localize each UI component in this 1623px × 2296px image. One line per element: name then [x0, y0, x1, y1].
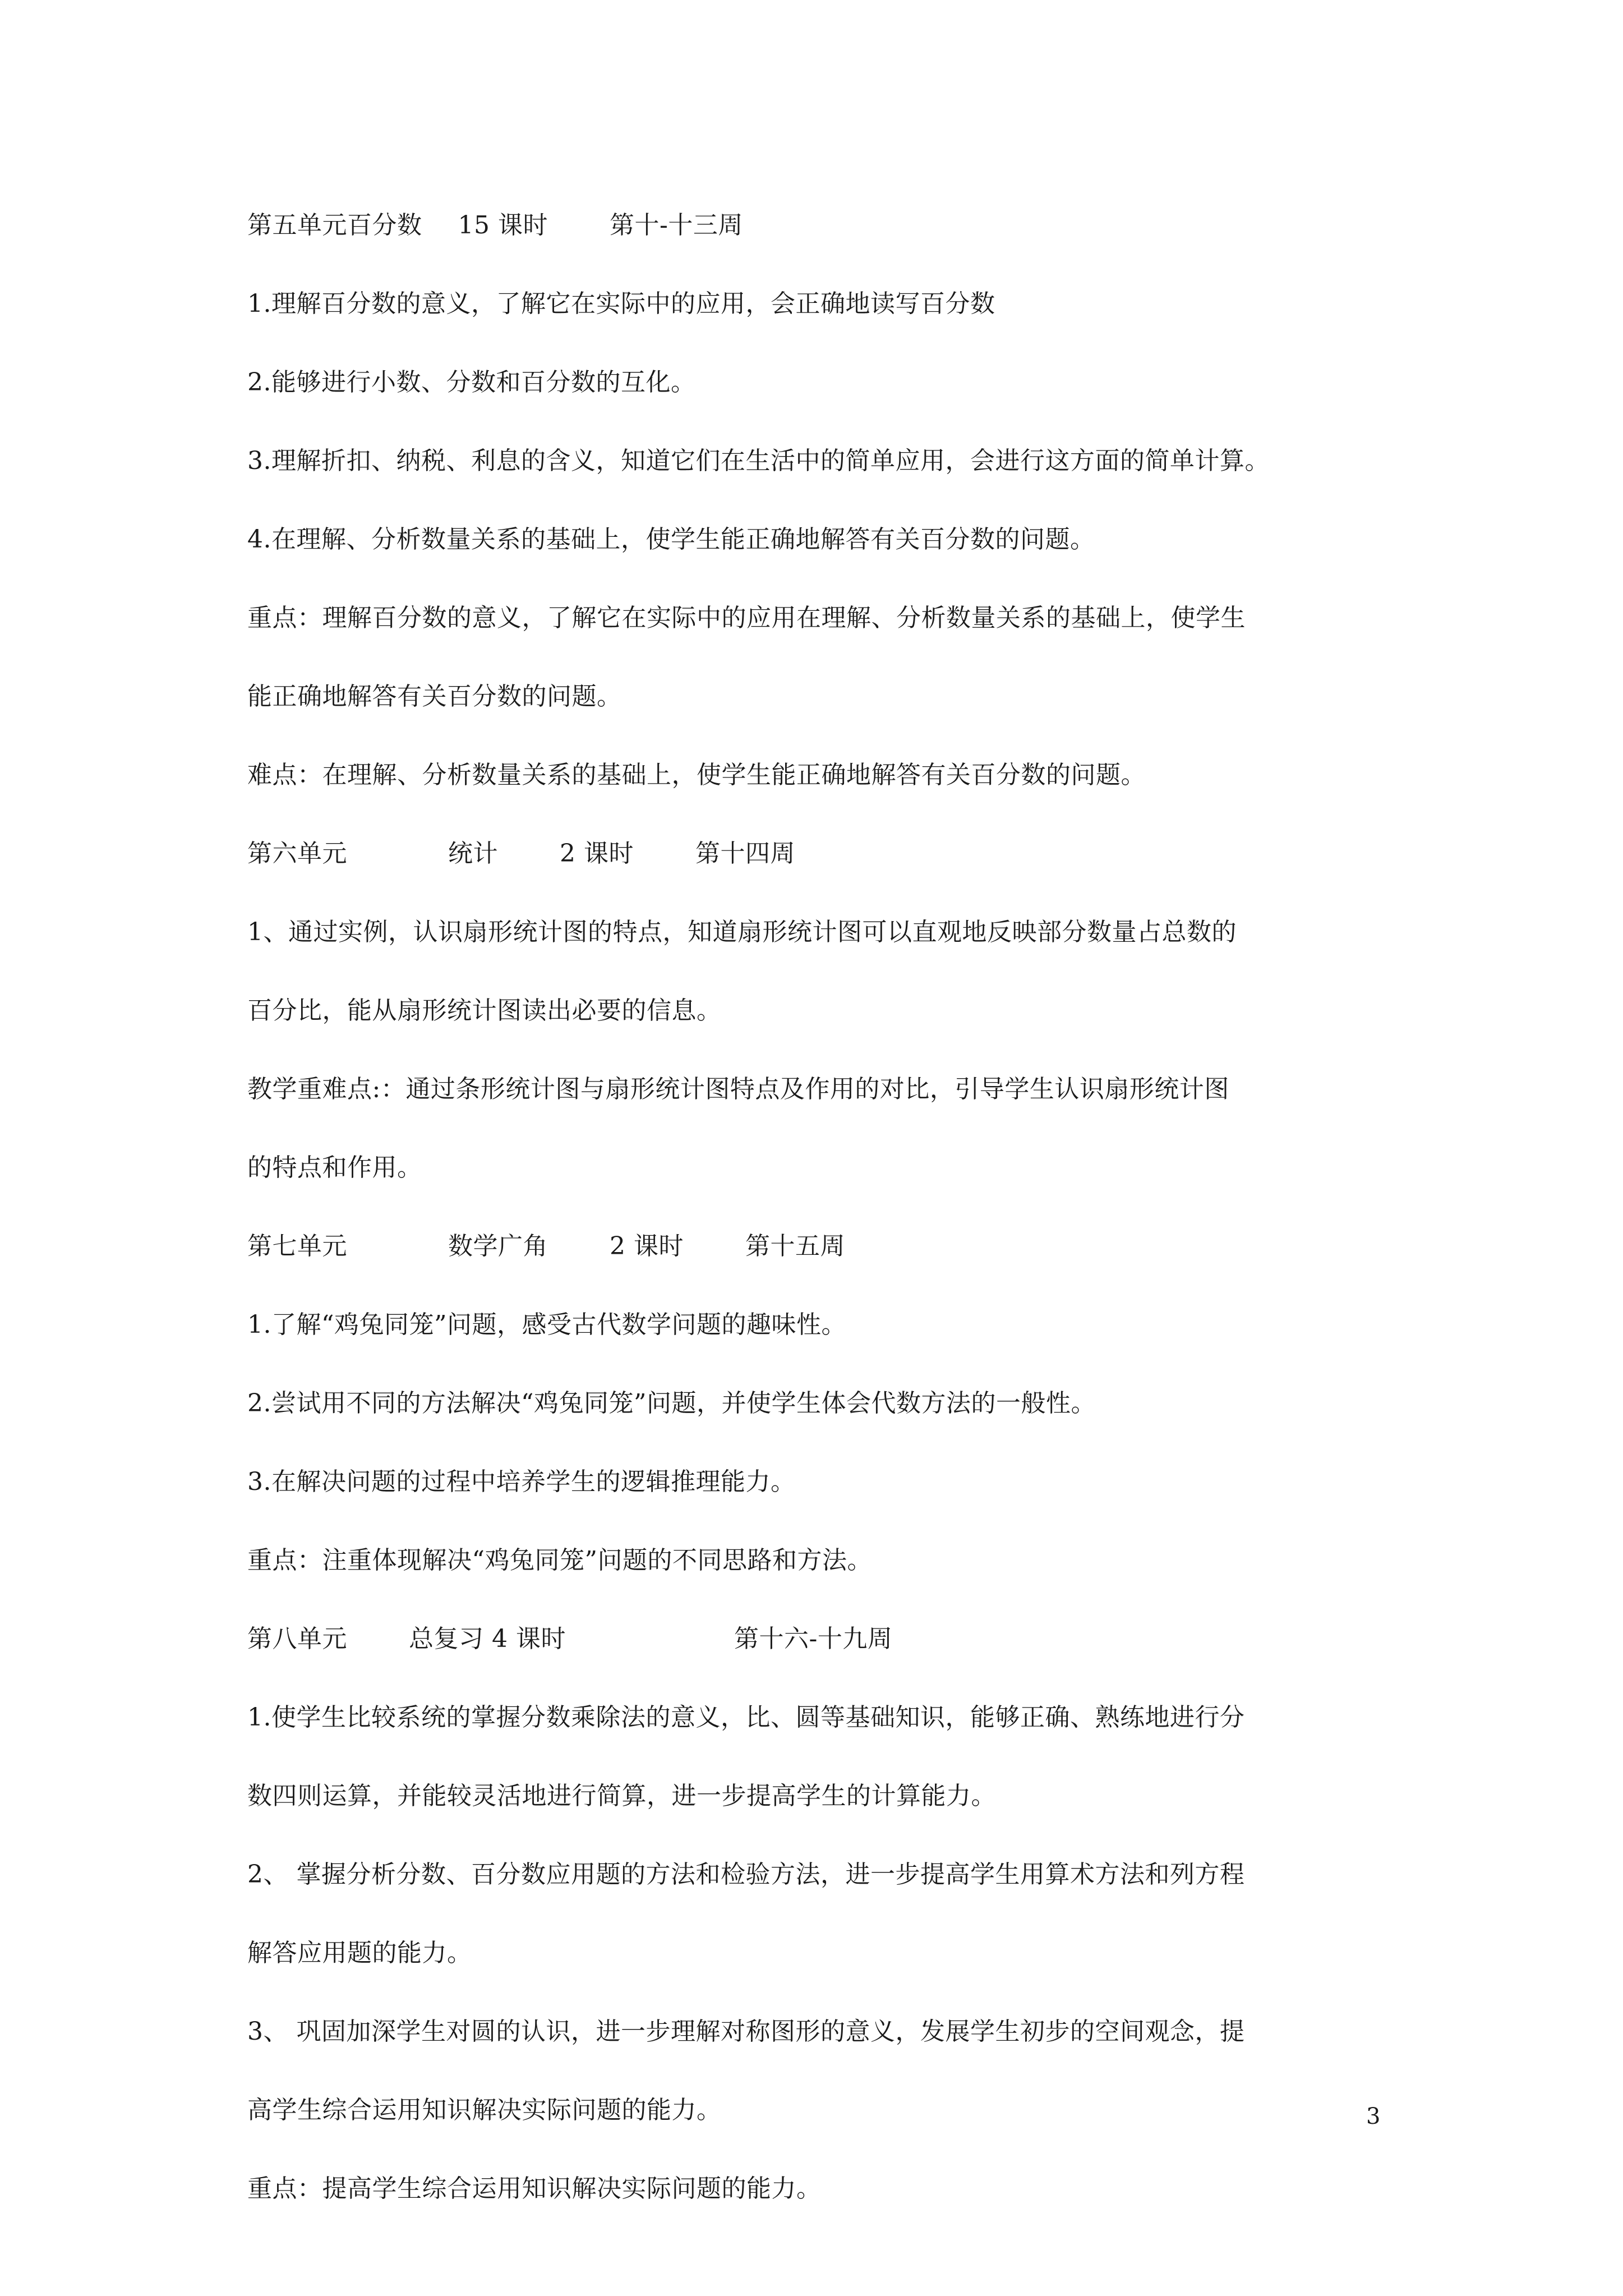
unit-heading — [247, 1622, 1391, 1656]
paragraph-line: 数四则运算，并能较灵活地进行简算，进一步提高学生的计算能力。 — [247, 1782, 996, 1810]
paragraph-line: 3.在解决问题的过程中培养学生的逻辑推理能力。 — [247, 1467, 796, 1496]
paragraph-line: 2.能够进行小数、分数和百分数的互化。 — [247, 368, 696, 397]
paragraph-line: 4.在理解、分析数量关系的基础上，使学生能正确地解答有关百分数的问题。 — [247, 525, 1095, 554]
paragraph-line: 难点：在理解、分析数量关系的基础上，使学生能正确地解答有关百分数的问题。 — [247, 761, 1146, 789]
unit-title: 第七单元 — [247, 1232, 347, 1260]
paragraph-line: 1、通过实例，认识扇形统计图的特点，知道扇形统计图可以直观地反映部分数量占总数的 — [247, 918, 1237, 946]
paragraph-line: 1.了解“鸡兔同笼”问题，感受古代数学问题的趣味性。 — [247, 1310, 846, 1339]
paragraph-line: 3.理解折扣、纳税、利息的含义，知道它们在生活中的简单应用，会进行这方面的简单计算。 — [247, 447, 1270, 475]
unit-heading — [247, 1230, 1391, 1263]
unit-weeks: 第十-十三周 — [609, 211, 743, 240]
unit-hours: 2 课时 — [610, 1232, 684, 1260]
paragraph-line: 1.理解百分数的意义，了解它在实际中的应用，会正确地读写百分数 — [247, 289, 995, 318]
unit-topic: 总复习 4 课时 — [409, 1625, 566, 1653]
paragraph-line: 重点：理解百分数的意义，了解它在实际中的应用在理解、分析数量关系的基础上，使学生 — [247, 604, 1246, 632]
paragraph-line: 高学生综合运用知识解决实际问题的能力。 — [247, 2096, 722, 2124]
unit-heading — [247, 209, 1391, 242]
paragraph-line: 1.使学生比较系统的掌握分数乘除法的意义，比、圆等基础知识，能够正确、熟练地进行分 — [247, 1703, 1245, 1732]
paragraph-line: 重点：提高学生综合运用知识解决实际问题的能力。 — [247, 2174, 822, 2203]
unit-topic: 数学广角 — [448, 1232, 548, 1260]
unit-hours: 15 课时 — [458, 211, 548, 240]
document-body — [247, 209, 1391, 2251]
page-number: 3 — [1366, 2104, 1381, 2129]
paragraph-line: 重点：注重体现解决“鸡兔同笼”问题的不同思路和方法。 — [247, 1546, 872, 1575]
paragraph-line: 能正确地解答有关百分数的问题。 — [247, 682, 622, 711]
paragraph-line: 2、 掌握分析分数、百分数应用题的方法和检验方法，进一步提高学生用算术方法和列方程 — [247, 1860, 1245, 1889]
unit-weeks: 第十六-十九周 — [734, 1625, 893, 1653]
paragraph-line: 解答应用题的能力。 — [247, 1939, 472, 1967]
unit-weeks: 第十五周 — [745, 1232, 845, 1260]
paragraph-line: 百分比，能从扇形统计图读出必要的信息。 — [247, 996, 722, 1025]
unit-heading — [247, 837, 1391, 871]
unit-hours: 2 课时 — [560, 839, 634, 868]
paragraph-line: 的特点和作用。 — [247, 1153, 422, 1182]
paragraph-line: 教学重难点:：通过条形统计图与扇形统计图特点及作用的对比，引导学生认识扇形统计图 — [247, 1075, 1229, 1103]
unit-weeks: 第十四周 — [695, 839, 795, 868]
unit-title: 第八单元 — [247, 1625, 347, 1653]
unit-title: 第六单元 — [247, 839, 347, 868]
paragraph-line: 3、 巩固加深学生对圆的认识，进一步理解对称图形的意义，发展学生初步的空间观念，提 — [247, 2017, 1245, 2046]
unit-topic: 统计 — [448, 839, 498, 868]
unit-title: 第五单元百分数 — [247, 211, 422, 240]
paragraph-line: 2.尝试用不同的方法解决“鸡兔同笼”问题，并使学生体会代数方法的一般性。 — [247, 1389, 1096, 1418]
